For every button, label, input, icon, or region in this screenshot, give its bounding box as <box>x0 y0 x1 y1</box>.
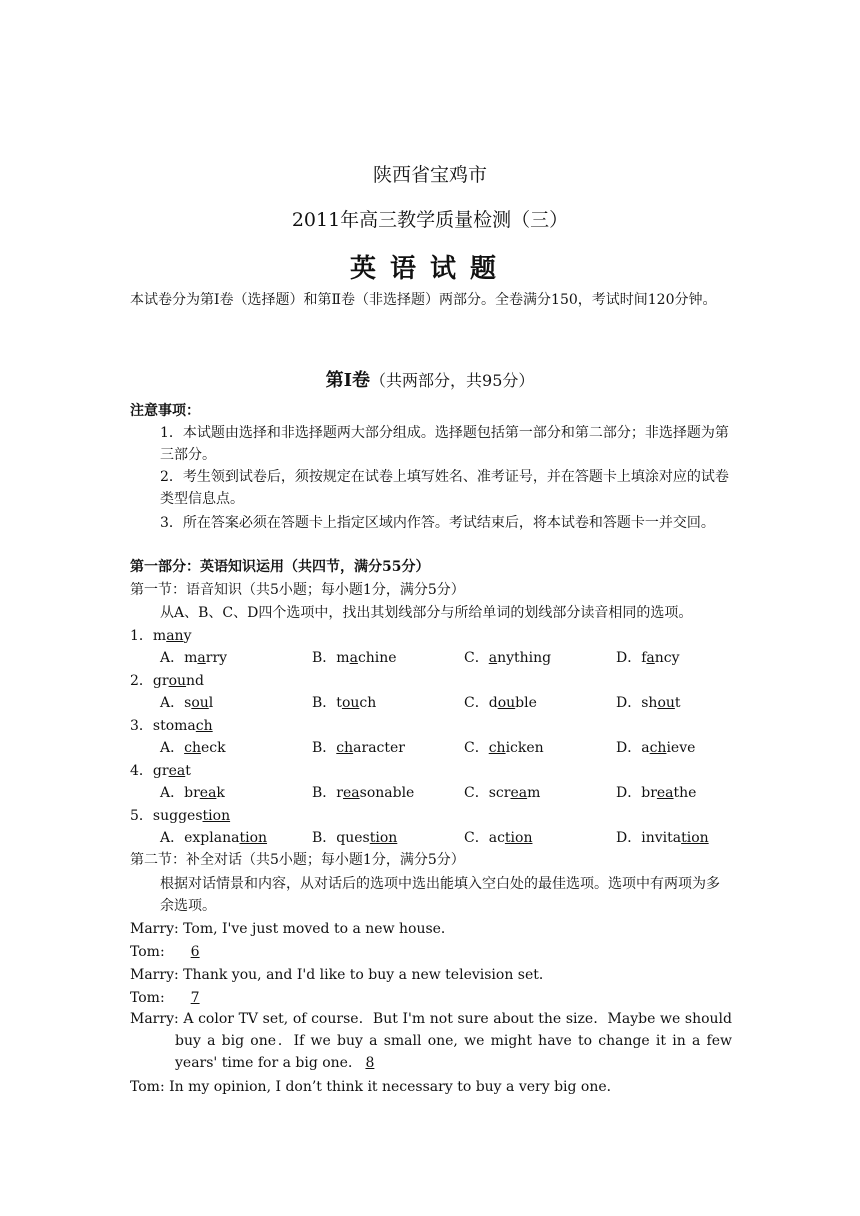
word-post: the <box>673 785 697 801</box>
speaker: Tom: <box>130 944 165 960</box>
underlined-part: ea <box>199 785 217 801</box>
word <box>641 830 708 846</box>
note-item-2 <box>130 466 732 510</box>
option-4-a[interactable] <box>160 783 225 803</box>
word <box>184 650 227 666</box>
underlined-part: an <box>166 628 184 644</box>
dialogue-line <box>130 941 732 963</box>
dialogue-line <box>130 1076 732 1098</box>
word-pre: invita <box>641 830 682 846</box>
answer-blank[interactable]: 8 <box>365 1055 375 1071</box>
underlined-part: tion <box>504 830 533 846</box>
word-post: ncy <box>654 650 680 666</box>
note-item-3 <box>130 512 732 534</box>
option-3-d[interactable] <box>616 738 695 758</box>
option-3-c[interactable] <box>464 738 544 758</box>
utterance: In my opinion, I don’t think it necessary to buy a very big one． <box>169 1079 621 1095</box>
underlined-part: ou <box>657 695 675 711</box>
word <box>153 808 230 824</box>
option-label: B． <box>312 785 337 801</box>
word-post: nything <box>497 650 552 666</box>
word-pre: sh <box>641 695 658 711</box>
word-pre: f <box>641 650 647 666</box>
word-pre: scr <box>488 785 511 801</box>
underlined-part: ou <box>168 673 187 689</box>
dialogue-line <box>130 987 732 1009</box>
speaker: Tom: <box>130 1079 165 1095</box>
dialogue-line <box>130 1008 732 1074</box>
question-2 <box>130 671 204 691</box>
part1-heading: 第一部分：英语知识运用（共四节，满分55分） <box>130 559 430 575</box>
word <box>641 740 695 756</box>
option-2-d[interactable] <box>616 693 681 713</box>
word-pre: gr <box>152 673 169 689</box>
section1-instruction: 从A、B、C、D四个选项中，找出其划线部分与所给单词的划线部分读音相同的选项。 <box>160 605 693 621</box>
word-pre: explana <box>184 830 240 846</box>
section1-heading: 第一节：语音知识（共5小题；每小题1分，满分5分） <box>130 582 465 598</box>
word-pre: ac <box>488 830 505 846</box>
option-2-c[interactable] <box>464 693 537 713</box>
word-pre: ques <box>336 830 370 846</box>
underlined-part: tion <box>369 830 398 846</box>
word-post: k <box>216 785 225 801</box>
word <box>336 695 376 711</box>
notes-heading: 注意事项： <box>130 403 200 419</box>
option-1-d[interactable] <box>616 648 680 668</box>
option-label: C． <box>464 830 489 846</box>
word <box>489 650 551 666</box>
option-label: C． <box>464 785 489 801</box>
word-post: t <box>185 763 191 779</box>
word <box>184 740 225 756</box>
utterance: A color TV set, of course．But I'm not sure about the size．Maybe we should buy a big one．If we buy a small one, we might have to change it in a few years' time for a big one． <box>175 1011 732 1071</box>
word-post: nd <box>186 673 205 689</box>
word <box>489 740 544 756</box>
subject-title: 英语试题 <box>349 254 510 284</box>
word-pre: r <box>336 785 343 801</box>
question-number: 2． <box>130 673 153 689</box>
underlined-part: a <box>646 650 655 666</box>
option-label: D． <box>616 695 642 711</box>
question-number: 1． <box>130 628 153 644</box>
word <box>336 785 414 801</box>
underlined-part: tion <box>202 808 231 824</box>
word-post: icken <box>505 740 544 756</box>
word <box>153 763 191 779</box>
utterance: Tom, I've just moved to a new house． <box>183 921 455 937</box>
question-number: 3． <box>130 718 153 734</box>
word <box>184 785 225 801</box>
underlined-part: ch <box>195 718 213 734</box>
underlined-part: tion <box>239 830 268 846</box>
option-2-a[interactable] <box>160 693 213 713</box>
underlined-part: ea <box>168 763 186 779</box>
underlined-part: ea <box>656 785 674 801</box>
underlined-part: ea <box>510 785 528 801</box>
word-pre: br <box>641 785 657 801</box>
option-5-c[interactable] <box>464 828 532 848</box>
question-4 <box>130 761 191 781</box>
word <box>641 650 679 666</box>
note-text-2: 2．考生领到试卷后，须按规定在试卷上填写姓名、准考证号，并在答题卡上填涂对应的试卷类型信息点。 <box>160 469 729 507</box>
word <box>489 785 541 801</box>
option-5-b[interactable] <box>312 828 397 848</box>
word-post: sonable <box>359 785 415 801</box>
dialogue-line <box>130 964 732 986</box>
option-label: D． <box>616 785 642 801</box>
speaker: Marry: <box>130 967 179 983</box>
option-label: D． <box>616 830 642 846</box>
speaker: Marry: <box>130 921 179 937</box>
option-3-b[interactable] <box>312 738 405 758</box>
underlined-part: ea <box>343 785 360 801</box>
word-post: chine <box>357 650 397 666</box>
word-post: ch <box>359 695 377 711</box>
option-label: C． <box>464 740 489 756</box>
word-post: ble <box>515 695 537 711</box>
word <box>489 830 533 846</box>
option-label: A． <box>160 785 185 801</box>
note-item-1 <box>130 422 732 466</box>
underlined-part: a <box>488 650 498 666</box>
word <box>336 740 405 756</box>
underlined-part: ch <box>336 740 354 756</box>
option-label: B． <box>312 695 337 711</box>
word-pre: t <box>336 695 342 711</box>
word-pre: a <box>641 740 650 756</box>
word <box>153 673 204 689</box>
word-pre: gr <box>152 763 169 779</box>
option-label: D． <box>616 740 642 756</box>
option-label: B． <box>312 650 337 666</box>
intro-text: 本试卷分为第Ⅰ卷（选择题）和第Ⅱ卷（非选择题）两部分。全卷满分150，考试时间120分钟。 <box>130 292 717 308</box>
option-label: C． <box>464 695 489 711</box>
word <box>153 628 192 644</box>
underlined-part: ch <box>184 740 201 756</box>
section2-instruction-block <box>130 873 732 917</box>
question-3 <box>130 716 213 736</box>
word-post: y <box>183 628 192 644</box>
section2-heading: 第二节：补全对话（共5小题；每小题1分，满分5分） <box>130 852 465 868</box>
word <box>153 718 213 734</box>
word <box>641 785 696 801</box>
underlined-part: ch <box>488 740 506 756</box>
word-pre: br <box>184 785 200 801</box>
word-post: rry <box>205 650 228 666</box>
option-2-b[interactable] <box>312 693 376 713</box>
word-pre: d <box>488 695 498 711</box>
word-pre: stoma <box>152 718 196 734</box>
underlined-part: ch <box>649 740 667 756</box>
word <box>641 695 680 711</box>
volume-subtitle: （共两部分，共95分） <box>370 371 535 390</box>
option-1-a[interactable] <box>160 648 227 668</box>
question-number: 4． <box>130 763 153 779</box>
exam-title: 2011年高三教学质量检测（三） <box>291 209 569 231</box>
word <box>184 695 213 711</box>
utterance: Thank you, and I'd like to buy a new television set． <box>183 967 553 983</box>
option-1-b[interactable] <box>312 648 397 668</box>
question-5 <box>130 806 230 826</box>
dialogue-line <box>130 918 732 940</box>
option-label: A． <box>160 830 185 846</box>
underlined-part: ou <box>497 695 516 711</box>
option-5-a[interactable] <box>160 828 267 848</box>
option-label: A． <box>160 650 185 666</box>
word <box>336 650 396 666</box>
underlined-part: a <box>349 650 358 666</box>
word-post: eck <box>200 740 226 756</box>
option-label: B． <box>312 740 337 756</box>
word-post: ieve <box>666 740 696 756</box>
word-pre: m <box>336 650 350 666</box>
volume-title: 第Ⅰ卷 <box>325 370 371 391</box>
option-3-a[interactable] <box>160 738 226 758</box>
question-number: 5． <box>130 808 153 824</box>
word-post: m <box>527 785 541 801</box>
question-1 <box>130 626 192 646</box>
option-label: C． <box>464 650 489 666</box>
word <box>489 695 537 711</box>
option-label: D． <box>616 650 642 666</box>
answer-blank[interactable]: 7 <box>190 990 200 1006</box>
underlined-part: ou <box>191 695 209 711</box>
answer-blank[interactable]: 6 <box>190 944 200 960</box>
intro-paragraph <box>130 288 732 312</box>
volume-heading <box>0 366 860 392</box>
word-pre: sugges <box>152 808 203 824</box>
speaker: Marry: <box>130 1011 179 1027</box>
underlined-part: ou <box>341 695 360 711</box>
note-text-3: 3．所在答案必须在答题卡上指定区域内作答。考试结束后，将本试卷和答题卡一并交回。 <box>160 515 715 531</box>
word-pre: s <box>184 695 192 711</box>
word-pre: m <box>152 628 167 644</box>
option-5-d[interactable] <box>616 828 709 848</box>
word-post: t <box>674 695 681 711</box>
option-label: A． <box>160 695 185 711</box>
word-post: l <box>208 695 214 711</box>
word <box>336 830 397 846</box>
option-4-c[interactable] <box>464 783 540 803</box>
underlined-part: tion <box>681 830 709 846</box>
section2-instruction: 根据对话情景和内容，从对话后的选项中选出能填入空白处的最佳选项。选项中有两项为多余选项。 <box>160 876 720 914</box>
word <box>184 830 267 846</box>
word-post: aracter <box>353 740 405 756</box>
province-city-title: 陕西省宝鸡市 <box>372 164 487 186</box>
speaker: Tom: <box>130 990 165 1006</box>
option-label: B． <box>312 830 337 846</box>
option-label: A． <box>160 740 185 756</box>
option-4-b[interactable] <box>312 783 414 803</box>
option-1-c[interactable] <box>464 648 551 668</box>
underlined-part: a <box>197 650 206 666</box>
note-text-1: 1．本试题由选择和非选择题两大部分组成。选择题包括第一部分和第二部分；非选择题为第三部分。 <box>160 425 729 463</box>
word-pre: m <box>184 650 198 666</box>
option-4-d[interactable] <box>616 783 696 803</box>
